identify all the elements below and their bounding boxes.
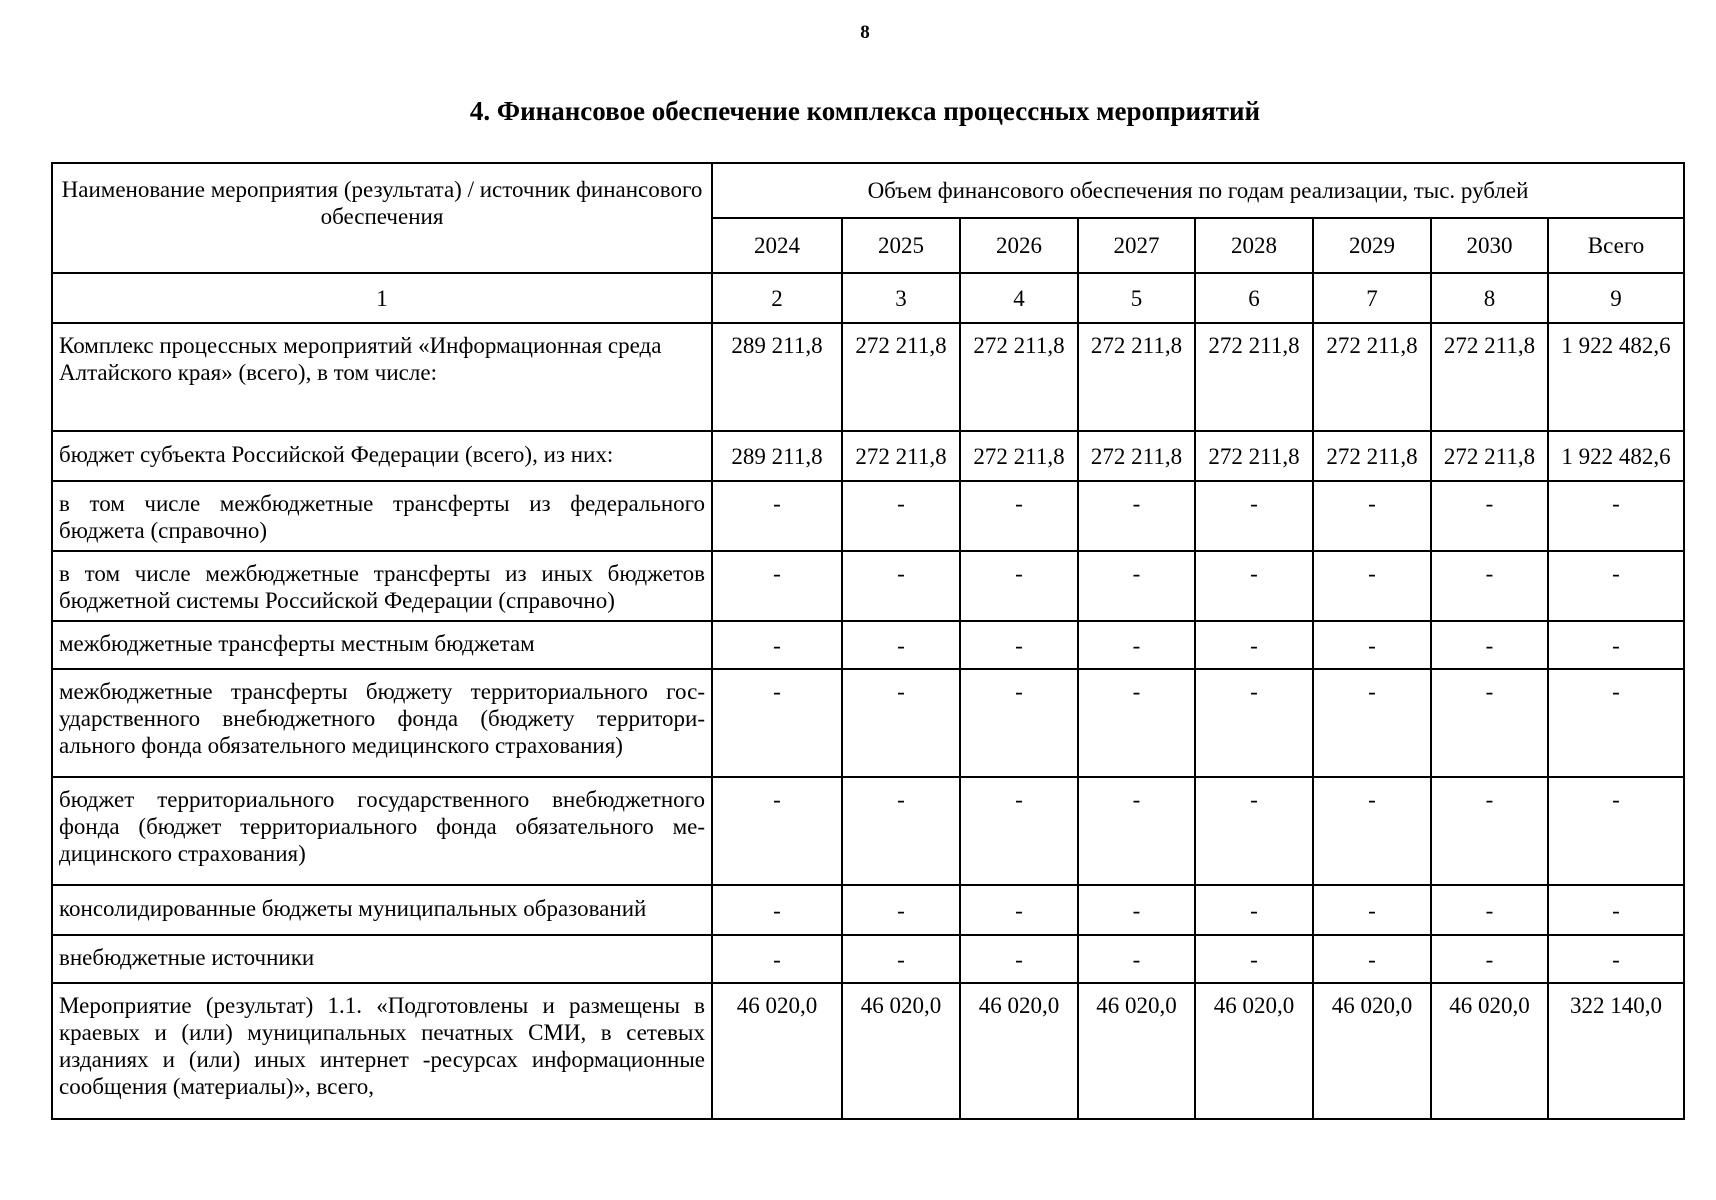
- row-value: -: [1078, 935, 1195, 983]
- row-label: бюджет субъекта Российской Федерации (всего), из них:: [52, 431, 712, 481]
- row-value: -: [712, 935, 842, 983]
- column-number: 8: [1431, 273, 1548, 323]
- table-row: [52, 481, 1684, 551]
- header-year: 2026: [960, 218, 1078, 273]
- row-value: -: [712, 621, 842, 669]
- row-value: -: [712, 669, 842, 777]
- row-value: -: [1313, 777, 1431, 885]
- row-value: -: [960, 935, 1078, 983]
- row-value: 289 211,8: [712, 431, 842, 481]
- table-row: [52, 885, 1684, 935]
- row-value: -: [1431, 777, 1548, 885]
- table-row: [52, 935, 1684, 983]
- column-number: 6: [1195, 273, 1313, 323]
- table-row: [52, 669, 1684, 777]
- row-value: 272 211,8: [842, 323, 960, 431]
- row-value: -: [1548, 621, 1684, 669]
- row-value: 46 020,0: [712, 983, 842, 1119]
- row-value: 272 211,8: [1195, 431, 1313, 481]
- row-label: консолидированные бюджеты муниципальных образований: [52, 885, 712, 935]
- row-value: -: [842, 621, 960, 669]
- table-row: [52, 777, 1684, 885]
- row-value: -: [842, 669, 960, 777]
- column-number: 2: [712, 273, 842, 323]
- row-value: -: [1313, 935, 1431, 983]
- row-value: -: [1431, 621, 1548, 669]
- header-year: 2029: [1313, 218, 1431, 273]
- row-value: -: [712, 885, 842, 935]
- row-value: -: [712, 777, 842, 885]
- row-value: 272 211,8: [1313, 431, 1431, 481]
- row-value: 272 211,8: [1431, 431, 1548, 481]
- header-year: 2030: [1431, 218, 1548, 273]
- column-number: 3: [842, 273, 960, 323]
- page-number: 8: [860, 22, 870, 43]
- row-label: Мероприятие (результат) 1.1. «Подготовлены и размещены в краевых и (или) муниципальных печатных СМИ, в сетевых изданиях и (или) иных интернет -ресурсах информационные сообщения (материалы)», всего,: [52, 983, 712, 1119]
- row-value: -: [1078, 551, 1195, 621]
- row-value: -: [842, 885, 960, 935]
- row-value: -: [960, 621, 1078, 669]
- row-value: 272 211,8: [1195, 323, 1313, 431]
- table-row: [52, 323, 1684, 431]
- row-value: -: [1548, 551, 1684, 621]
- row-label: в том числе межбюджетные трансферты из федерального бюджета (справочно): [52, 481, 712, 551]
- row-value: 46 020,0: [842, 983, 960, 1119]
- row-value: 272 211,8: [1431, 323, 1548, 431]
- row-value: 272 211,8: [960, 431, 1078, 481]
- row-value: -: [960, 885, 1078, 935]
- row-value: -: [1431, 481, 1548, 551]
- row-label: в том числе межбюджетные трансферты из иных бюджетов бюджетной системы Российской Федерации (справочно): [52, 551, 712, 621]
- column-number: 7: [1313, 273, 1431, 323]
- row-label: межбюджетные трансферты местным бюджетам: [52, 621, 712, 669]
- row-value: -: [842, 551, 960, 621]
- row-value: 272 211,8: [1313, 323, 1431, 431]
- header-year: 2024: [712, 218, 842, 273]
- row-value: -: [1313, 621, 1431, 669]
- row-value: -: [842, 481, 960, 551]
- row-value: -: [1195, 935, 1313, 983]
- financing-table: [51, 162, 1685, 1120]
- column-number: 4: [960, 273, 1078, 323]
- row-value: -: [1078, 777, 1195, 885]
- table-row: [52, 431, 1684, 481]
- row-value: -: [960, 669, 1078, 777]
- header-year: 2028: [1195, 218, 1313, 273]
- row-value: -: [1548, 669, 1684, 777]
- row-value: 1 922 482,6: [1548, 431, 1684, 481]
- row-value: -: [712, 551, 842, 621]
- row-value: 46 020,0: [1195, 983, 1313, 1119]
- row-label: бюджет территориального государственного внебюджетного фонда (бюджет территориального фонда обязательного ме-дицинского страхования): [52, 777, 712, 885]
- row-value: -: [1548, 481, 1684, 551]
- row-value: 272 211,8: [960, 323, 1078, 431]
- column-number: 9: [1548, 273, 1684, 323]
- row-value: -: [1078, 669, 1195, 777]
- row-value: -: [1313, 481, 1431, 551]
- row-value: -: [1078, 885, 1195, 935]
- row-value: -: [842, 777, 960, 885]
- row-value: -: [1431, 935, 1548, 983]
- table-row: [52, 551, 1684, 621]
- row-value: -: [1431, 551, 1548, 621]
- header-name: Наименование мероприятия (результата) / источник финансового обеспечения: [52, 163, 712, 273]
- row-value: 272 211,8: [1078, 431, 1195, 481]
- row-value: -: [1195, 551, 1313, 621]
- row-value: -: [1195, 777, 1313, 885]
- row-value: 272 211,8: [1078, 323, 1195, 431]
- row-value: -: [960, 777, 1078, 885]
- row-value: -: [1195, 481, 1313, 551]
- row-value: -: [1078, 621, 1195, 669]
- row-value: 289 211,8: [712, 323, 842, 431]
- row-value: -: [1431, 885, 1548, 935]
- row-value: 46 020,0: [1078, 983, 1195, 1119]
- table-row: [52, 621, 1684, 669]
- row-value: 46 020,0: [1431, 983, 1548, 1119]
- row-value: -: [1313, 669, 1431, 777]
- row-value: 46 020,0: [1313, 983, 1431, 1119]
- row-value: -: [960, 551, 1078, 621]
- header-group: Объем финансового обеспечения по годам реализации, тыс. рублей: [712, 163, 1684, 218]
- column-number: 1: [52, 273, 712, 323]
- row-value: -: [1431, 669, 1548, 777]
- row-value: -: [1548, 885, 1684, 935]
- header-total: Всего: [1548, 218, 1684, 273]
- row-value: -: [1195, 621, 1313, 669]
- row-value: 272 211,8: [842, 431, 960, 481]
- row-label: внебюджетные источники: [52, 935, 712, 983]
- row-value: -: [842, 935, 960, 983]
- row-value: -: [1313, 885, 1431, 935]
- row-value: 1 922 482,6: [1548, 323, 1684, 431]
- column-number: 5: [1078, 273, 1195, 323]
- row-value: -: [1548, 935, 1684, 983]
- page-title: 4. Финансовое обеспечение комплекса процессных мероприятий: [469, 96, 1261, 126]
- row-value: 322 140,0: [1548, 983, 1684, 1119]
- header-year: 2027: [1078, 218, 1195, 273]
- row-label: межбюджетные трансферты бюджету территориального гос-ударственного внебюджетного фонда (бюджету территори-ального фонда обязательного медицинского страхования): [52, 669, 712, 777]
- column-numbers-row: [52, 273, 1684, 323]
- table-row: [52, 983, 1684, 1119]
- row-value: 46 020,0: [960, 983, 1078, 1119]
- row-value: -: [1195, 885, 1313, 935]
- row-value: -: [1313, 551, 1431, 621]
- row-value: -: [1078, 481, 1195, 551]
- row-value: -: [1548, 777, 1684, 885]
- row-value: -: [712, 481, 842, 551]
- row-value: -: [960, 481, 1078, 551]
- row-value: -: [1195, 669, 1313, 777]
- row-label: Комплекс процессных мероприятий «Информационная среда Алтайского края» (всего), в том числе:: [52, 323, 712, 431]
- header-year: 2025: [842, 218, 960, 273]
